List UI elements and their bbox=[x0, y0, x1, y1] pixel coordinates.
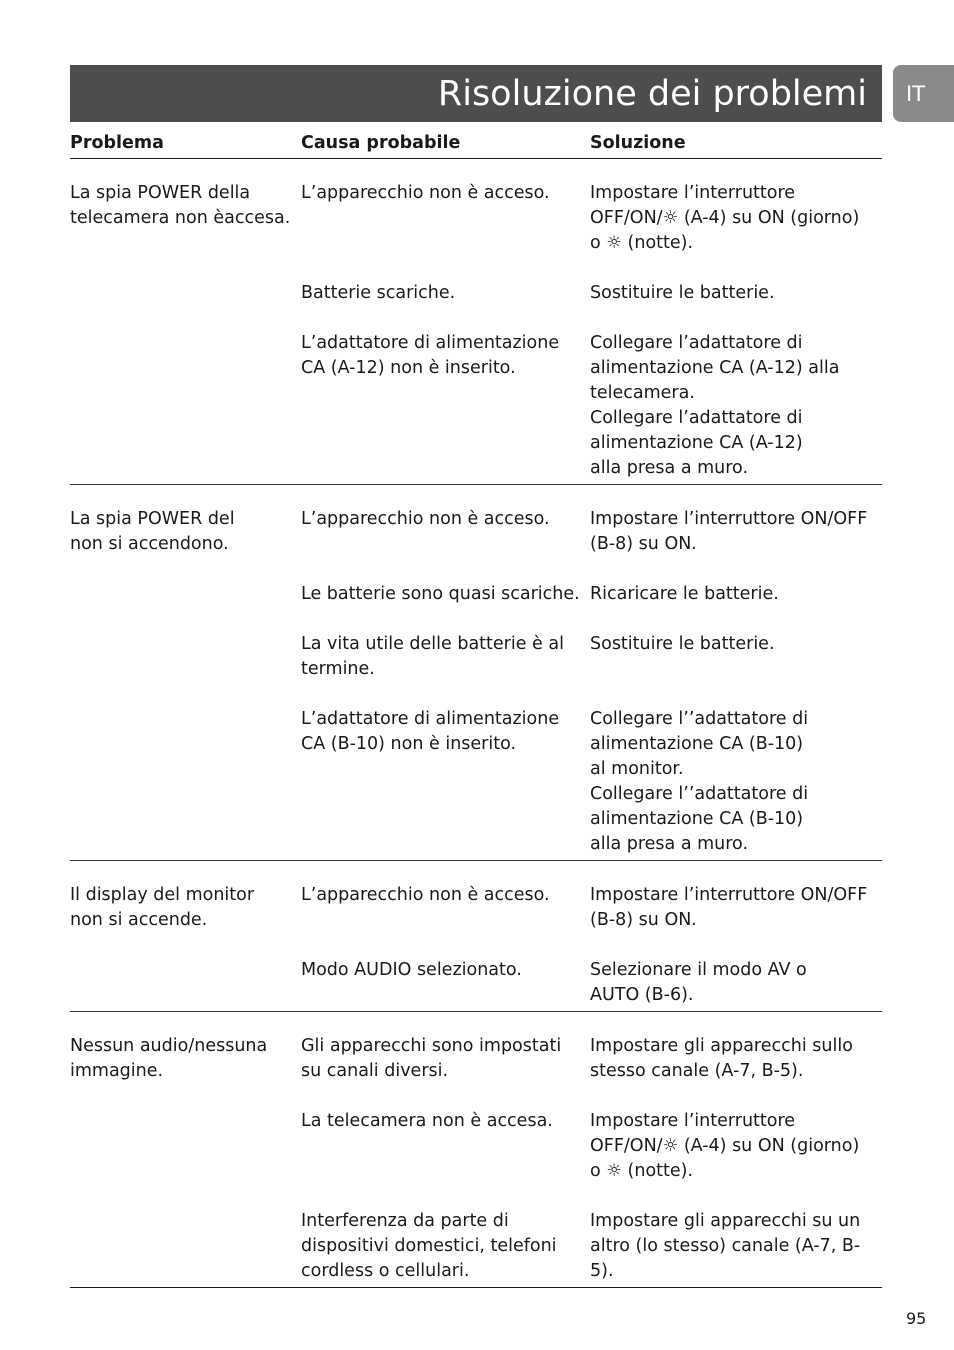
solution-cell: Impostare l’interruttore OFF/ON/☼ (A-4) su ON (giorno) o ☼ (notte). bbox=[590, 183, 860, 253]
language-tab bbox=[893, 65, 954, 122]
cause-cell: Le batterie sono quasi scariche. bbox=[301, 584, 580, 604]
table-row bbox=[301, 281, 882, 306]
table-row bbox=[301, 883, 882, 933]
column-header-problem: Problema bbox=[70, 133, 164, 153]
cause-cell: Interferenza da parte di dispositivi domestici, telefoni cordless o cellulari. bbox=[301, 1211, 557, 1281]
solution-cell: Impostare gli apparecchi su un altro (lo stesso) canale (A-7, B-5). bbox=[590, 1211, 861, 1281]
page-number: 95 bbox=[906, 1309, 927, 1328]
cause-cell: Gli apparecchi sono impostati su canali diversi. bbox=[301, 1036, 562, 1081]
table-row bbox=[301, 1034, 882, 1084]
problem-group bbox=[70, 485, 882, 861]
table-row bbox=[301, 507, 882, 557]
table-row bbox=[301, 632, 882, 682]
table-header bbox=[70, 130, 882, 159]
solution-cell: Collegare l’’adattatore di alimentazione CA (B-10) al monitor. Collegare l’’adattatore di alimentazione CA (B-10) alla presa a muro. bbox=[590, 709, 809, 854]
cause-cell: La vita utile delle batterie è al termine. bbox=[301, 634, 564, 679]
solution-cell: Impostare gli apparecchi sullo stesso canale (A-7, B-5). bbox=[590, 1036, 853, 1081]
cause-cell: Batterie scariche. bbox=[301, 283, 456, 303]
cause-cell: L’apparecchio non è acceso. bbox=[301, 885, 550, 905]
problem-cell: La spia POWER della telecamera non èaccesa. bbox=[70, 183, 291, 228]
table-row bbox=[301, 181, 882, 256]
problem-cell: La spia POWER del non si accendono. bbox=[70, 509, 235, 554]
solution-cell: Collegare l’adattatore di alimentazione CA (A-12) alla telecamera. Collegare l’adattatore di alimentazione CA (A-12) alla presa a muro. bbox=[590, 333, 840, 478]
language-label: IT bbox=[906, 82, 926, 106]
cause-cell: L’adattatore di alimentazione CA (B-10) non è inserito. bbox=[301, 709, 560, 754]
solution-cell: Ricaricare le batterie. bbox=[590, 584, 779, 604]
cause-cell: Modo AUDIO selezionato. bbox=[301, 960, 522, 980]
table-row bbox=[301, 707, 882, 857]
cause-cell: L’adattatore di alimentazione CA (A-12) non è inserito. bbox=[301, 333, 560, 378]
column-header-solution: Soluzione bbox=[590, 133, 686, 153]
problem-cell: Il display del monitor non si accende. bbox=[70, 885, 255, 930]
problem-group bbox=[70, 159, 882, 485]
table-row bbox=[301, 958, 882, 1008]
title-bar bbox=[70, 65, 882, 122]
solution-cell: Sostituire le batterie. bbox=[590, 634, 775, 654]
cause-cell: L’apparecchio non è acceso. bbox=[301, 509, 550, 529]
solution-cell: Selezionare il modo AV o AUTO (B-6). bbox=[590, 960, 807, 1005]
solution-cell: Impostare l’interruttore ON/OFF (B-8) su ON. bbox=[590, 509, 868, 554]
problem-cell: Nessun audio/nessuna immagine. bbox=[70, 1036, 268, 1081]
cause-cell: La telecamera non è accesa. bbox=[301, 1111, 553, 1131]
table-row bbox=[301, 331, 882, 481]
cause-cell: L’apparecchio non è acceso. bbox=[301, 183, 550, 203]
page-title: Risoluzione dei problemi bbox=[437, 73, 867, 114]
problem-group bbox=[70, 861, 882, 1012]
table-row bbox=[301, 582, 882, 607]
solution-cell: Impostare l’interruttore OFF/ON/☼ (A-4) su ON (giorno) o ☼ (notte). bbox=[590, 1111, 860, 1181]
solution-cell: Sostituire le batterie. bbox=[590, 283, 775, 303]
table-row bbox=[301, 1109, 882, 1184]
table-row bbox=[301, 1209, 882, 1284]
column-header-cause: Causa probabile bbox=[301, 133, 461, 153]
troubleshooting-table bbox=[70, 130, 882, 1288]
solution-cell: Impostare l’interruttore ON/OFF (B-8) su ON. bbox=[590, 885, 868, 930]
problem-group bbox=[70, 1012, 882, 1288]
